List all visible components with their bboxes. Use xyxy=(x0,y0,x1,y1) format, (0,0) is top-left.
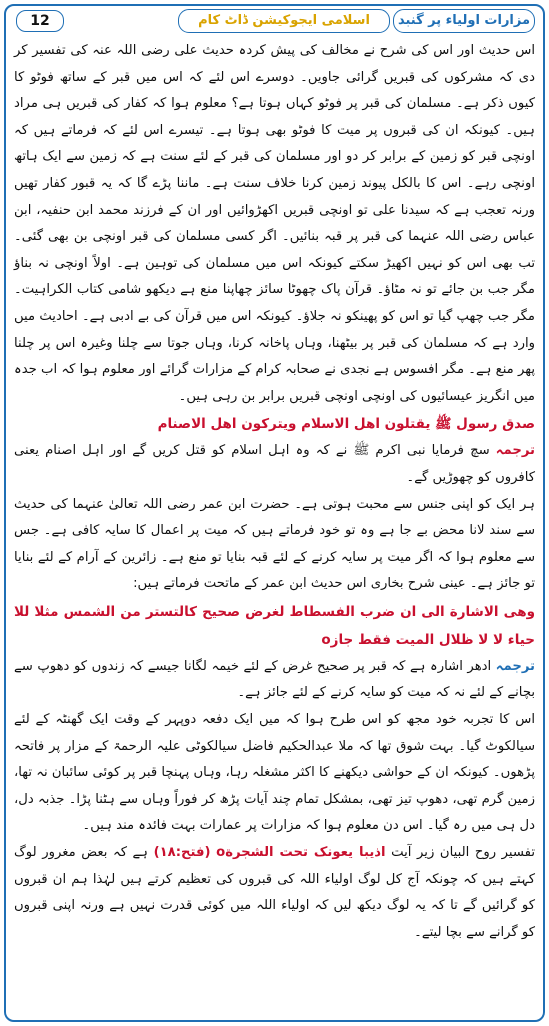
paragraph-4-arabic: اذیبا یعونک تحت الشجرةo xyxy=(216,845,386,861)
translation-2 xyxy=(14,654,535,707)
paragraph-4-prefix: تفسیر روح البیان زیر آیت xyxy=(391,845,535,861)
arabic-quote-1: صدق رسول ﷺ یقتلون اهل الاسلام ویترکون اهل الاصنام xyxy=(157,416,535,433)
paragraph-1: اس حدیث اور اس کی شرح نے مخالف کی پیش کردہ حدیث علی رضی اللہ عنہ کی تفسیر کر دی کہ مشرکوں کی قبریں گرائی جاویں۔ دوسرے اس لئے کہ اس میں قبر کے ساتھ فوٹو کا کیوں ذکر ہے۔ مسلمان کی قبر پر فوٹو کہاں ہوتا ہے؟ معلوم ہوا کہ کفار کی قبریں ہی مراد ہیں۔ کیونکہ ان کی قبروں پر میت کا فوٹو بھی ہوتا ہے۔ تیسرے اس لئے کہ فرماتے ہیں کہ اونچی قبر کو زمین کے برابر کر دو اور مسلمان کی قبر کے لئے سنت ہے کہ زمین سے ایک ہاتھ اونچی رہے۔ اس کا بالکل پیوند زمین کرنا خلاف سنت ہے۔ ماننا پڑے گا کہ یہ قبور کفار تھیں ورنہ تعجب ہے کہ سیدنا علی تو اونچی قبریں اکھڑوائیں اور ان کے فرزند محمد ابن حنفیہ، ابن عباس رضی اللہ عنہما کی قبر پر قبہ بنائیں۔ اگر کسی مسلمان کی قبر اونچی بن بھی گئی۔ تب بھی اس کو نہیں اکھیڑ سکتے کیونکہ اس میں مسلمان کی توہین ہے۔ اولاً اونچی نہ بناؤ مگر جب بن جائے تو نہ مٹاؤ۔ قرآن پاک چھوٹا سائز چھاپنا منع ہے دیکھو شامی کتاب الکراہیت۔ مگر جب چھپ گیا تو اس کو پھینکو نہ جلاؤ۔ کیونکہ اس میں قرآن کی بے ادبی ہے۔ احادیث میں وارد ہے کہ مسلمان کی قبر پر بیٹھنا، وہاں پاخانہ کرنا، وہاں جوتا سے چلنا وغیرہ اس پر چلنا پھر منع ہے۔ مگر افسوس ہے نجدی نے صحابہ کرام کے مزارات گرائے اور معلوم ہوا کہ اب جدہ میں انگریز عیسائیوں کی اونچی اونچی قبریں برابر بن رہی ہیں۔ xyxy=(14,43,535,404)
page-number: 12 xyxy=(16,10,64,32)
translation-label: ترجمہ xyxy=(495,443,535,459)
translation-label: ترجمہ xyxy=(495,658,535,674)
book-title: مزارات اولیاء پر گنبد xyxy=(393,9,535,33)
page-header xyxy=(8,8,541,34)
paragraph-4-reference: (فتح:۱۸) xyxy=(153,845,211,861)
translation-text: ادھر اشارہ ہے کہ قبر پر صحیح غرض کے لئے خیمہ لگانا جیسے کہ زندوں کو دھوپ سے بچانے کے لئے نہ کہ میت کو سایہ کرنے کے لئے جائز ہے۔ xyxy=(14,658,535,701)
page-frame xyxy=(4,4,545,1022)
paragraph-3: اس کا تجربہ خود مجھ کو اس طرح ہوا کہ میں ایک دفعہ دوپہر کے وقت ایک گھنٹہ کے لئے سیالکوٹ گیا۔ بہت شوق تھا کہ ملا عبدالحکیم فاضل سیالکوٹی علیہ الرحمۃ کے مزار پر فاتحہ پڑھوں۔ کیونکہ ان کے حواشی دیکھنے کا اکثر مشغلہ رہا، وہاں پہنچا قبر پر کوئی سائبان نہ تھا، زمین گرم تھی، دھوپ تیز تھی، بمشکل تمام چند آیات پڑھ کر فوراً وہاں سے ہٹنا پڑا۔ جذبہ دل، دل ہی میں رہ گیا۔ اس دن معلوم ہوا کہ مزارات پر عمارات بہت فائدہ مند ہیں۔ xyxy=(14,712,535,834)
translation-text: سچ فرمایا نبی اکرم ﷺ نے کہ وہ اہل اسلام کو قتل کریں گے اور اہل اصنام یعنی کافروں کو چھوڑیں گے۔ xyxy=(14,443,535,485)
translation-1 xyxy=(14,438,535,491)
arabic-quote-2: وهی الاشارة الی ان ضرب الفسطاط لغرض صحیح کالتستر من الشمس مثلا للا حیاء لا لا ظلال المیت فقط جازo xyxy=(14,603,535,648)
page-body xyxy=(14,38,535,946)
website-title: اسلامی ایجوکیشن ڈاٹ کام xyxy=(178,9,390,33)
paragraph-4 xyxy=(14,840,535,946)
paragraph-4-text: ہے کہ بعض مغرور لوگ کہتے ہیں کہ چونکہ آج کل لوگ اولیاء اللہ کی قبروں کی تعظیم کرتے ہیں لہٰذا ہم ان قبروں کو گرائیں گے تا کہ یہ لوگ دیکھ لیں کہ اولیاء اللہ میں کوئی قدرت نہیں ہے ورنہ اپنی قبروں کو گرانے سے بچا لیتے۔ xyxy=(14,845,535,940)
paragraph-2: ہر ایک کو اپنی جنس سے محبت ہوتی ہے۔ حضرت ابن عمر رضی اللہ تعالیٰ عنہما کی حدیث سے سند لانا محض بے جا ہے وہ تو خود فرماتے ہیں کہ میت پر اعمال کا سایہ کافی ہے۔ جس سے معلوم ہوا کہ اگر میت پر سایہ کرنے کے لئے قبہ بنایا تو منع ہے۔ زائرین کے آرام کے لئے بنایا تو جائز ہے۔ عینی شرح بخاری اس حدیث ابن عمر کے ماتحت فرماتے ہیں: xyxy=(14,496,535,592)
